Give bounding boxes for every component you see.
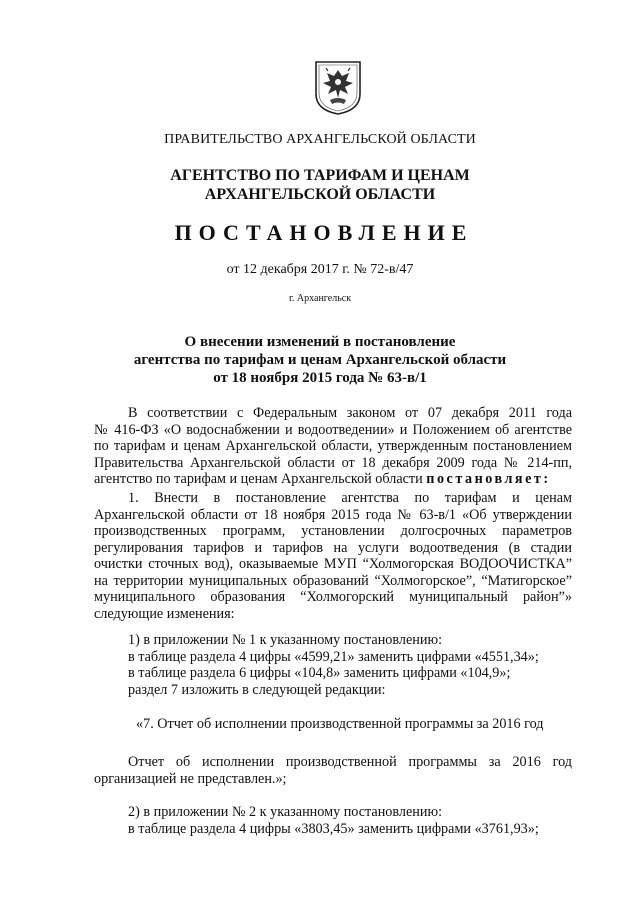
document-date-number: от 12 декабря 2017 г. № 72-в/47 xyxy=(226,262,414,277)
text-line: в таблице раздела 4 цифры «3803,45» заменить цифрами «3761,93»; xyxy=(128,820,539,837)
text-line: организацией не представлен.»; xyxy=(94,770,287,787)
text-fragment: агентство по тарифам и ценам Архангельской области xyxy=(94,471,423,487)
text-line: в таблице раздела 6 цифры «104,8» заменить цифрами «104,9»; xyxy=(128,665,511,681)
subject-line: агентства по тарифам и ценам Архангельской области xyxy=(133,352,507,368)
decrees-word: постановляет: xyxy=(426,471,551,487)
agency-name-line: АГЕНТСТВО ПО ТАРИФАМ И ЦЕНАМ xyxy=(170,167,470,184)
preamble-paragraph xyxy=(94,405,572,488)
item-1-paragraph xyxy=(94,490,572,622)
agency-name-line: АРХАНГЕЛЬСКОЙ ОБЛАСТИ xyxy=(204,186,436,203)
text-line: в таблице раздела 4 цифры «4599,21» заменить цифрами «4551,34»; xyxy=(128,648,539,665)
text-line: «7. Отчет об исполнении производственной программы за 2016 год xyxy=(136,716,544,732)
coat-of-arms-emblem xyxy=(314,60,362,116)
subject-line: О внесении изменений в постановление xyxy=(184,334,456,350)
quoted-section-text xyxy=(94,754,572,787)
text-line: 1) в приложении № 1 к указанному постановлению: xyxy=(128,632,443,648)
sub-item-2 xyxy=(94,804,572,837)
document-type-title: ПОСТАНОВЛЕНИЕ xyxy=(174,220,474,245)
subject-line: от 18 ноября 2015 года № 63-в/1 xyxy=(213,370,427,386)
text-line: Архангельской области от 18 ноября 2015 года № 63-в/1 «Об утверждении xyxy=(94,506,572,523)
text-line: 1. Внести в постановление агентства по тарифам и ценам xyxy=(128,490,572,506)
text-line: В соответствии с Федеральным законом от 07 декабря 2011 года xyxy=(128,405,572,421)
text-line: следующие изменения: xyxy=(94,605,235,622)
document-city: г. Архангельск xyxy=(288,293,352,304)
quoted-section-heading xyxy=(94,716,572,733)
text-line: производственных программ, установлении долгосрочных параметров xyxy=(94,523,572,539)
text-line: 2) в приложении № 2 к указанному постановлению: xyxy=(128,804,443,820)
sub-item-1 xyxy=(94,632,572,698)
document-subject xyxy=(0,333,640,387)
text-line: Правительства Архангельской области от 18 декабря 2009 года № 214-пп, xyxy=(94,454,572,471)
text-line: муниципального образования “Холмогорский муниципальный район”» xyxy=(94,589,572,605)
agency-name xyxy=(0,166,640,204)
text-line: раздел 7 изложить в следующей редакции: xyxy=(128,681,386,698)
text-line: № 416-ФЗ «О водоснабжении и водоотведении» и Положением об агентстве xyxy=(94,421,572,438)
text-line: регулирования тарифов и тарифов на услуги водоотведения (в стадии xyxy=(94,539,572,556)
text-line: на территории муниципальных образований “Холмогорское”, “Матигорское” xyxy=(94,572,572,589)
text-line: Отчет об исполнении производственной программы за 2016 год xyxy=(128,754,572,770)
text-line: очистки сточных вод), оказываемые МУП “Холмогорская ВОДООЧИСТКА” xyxy=(94,556,572,572)
text-line: по тарифам и ценам Архангельской области, утвержденным постановлением xyxy=(94,438,572,454)
government-name: ПРАВИТЕЛЬСТВО АРХАНГЕЛЬСКОЙ ОБЛАСТИ xyxy=(164,132,476,147)
text-line xyxy=(94,471,572,488)
